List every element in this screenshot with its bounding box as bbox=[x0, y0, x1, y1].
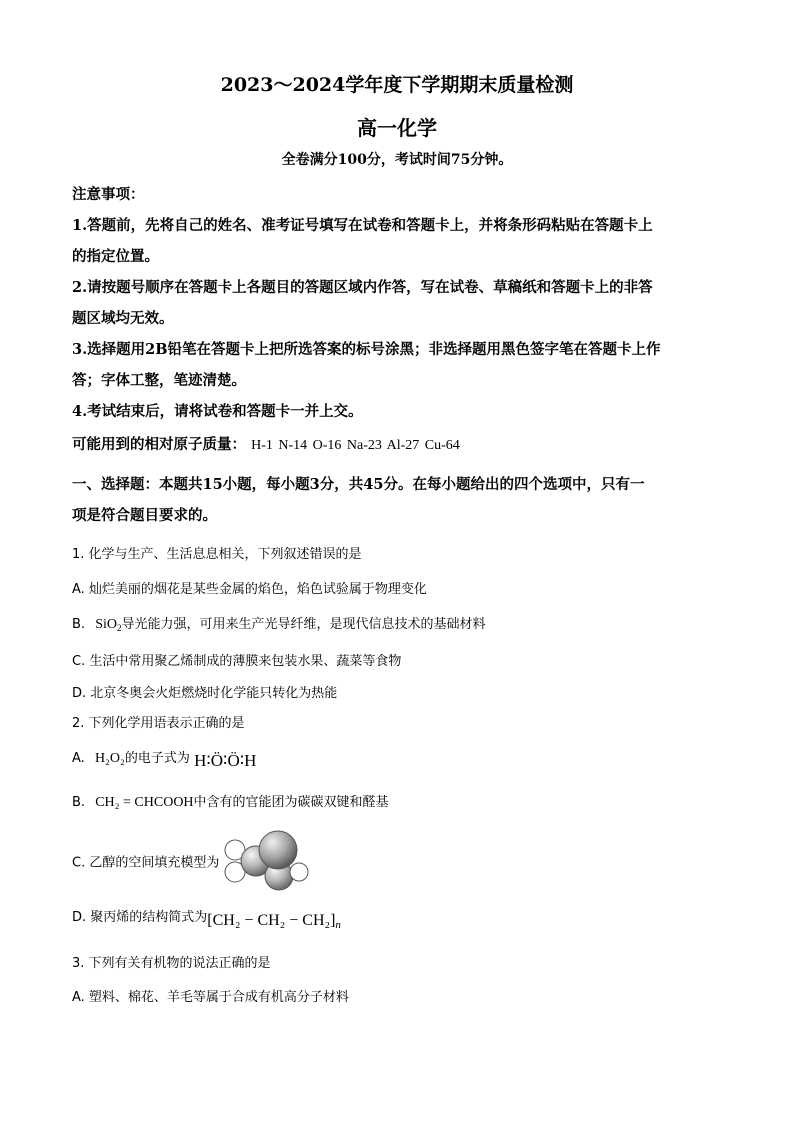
q2-option-d-text: D. 聚丙烯的结构简式为 bbox=[72, 910, 208, 925]
h2o2-lewis-structure: H∶Ö∶Ö∶H bbox=[194, 751, 257, 770]
note-2-line-1: 2.请按题号顺序在答题卡上各题目的答题区域内作答，写在试卷、草稿纸和答题卡上的非答 bbox=[72, 279, 653, 296]
q1-option-b-text: 导光能力强，可用来生产光导纤维，是现代信息技术的基础材料 bbox=[121, 617, 486, 632]
q1-option-d: D. 北京冬奥会火炬燃烧时化学能只转化为热能 bbox=[72, 686, 338, 701]
section1-line-1: 一、选择题：本题共15小题，每小题3分，共45分。在每小题给出的四个选项中，只有一 bbox=[72, 476, 645, 493]
q2-option-a bbox=[72, 747, 256, 771]
q1-stem: 1. 化学与生产、生活息息相关，下列叙述错误的是 bbox=[72, 547, 362, 562]
q1-option-c: C. 生活中常用聚乙烯制成的薄膜来包装水果、蔬菜等食物 bbox=[72, 654, 402, 669]
sio2-main: SiO bbox=[95, 617, 117, 632]
polymer-subscript: n bbox=[335, 919, 341, 931]
q3-option-a: A. 塑料、棉花、羊毛等属于合成有机高分子材料 bbox=[72, 990, 349, 1005]
q2-option-b-formula: CH₂ = CHCOOH bbox=[95, 795, 194, 810]
q1-option-a: A. 灿烂美丽的烟花是某些金属的焰色，焰色试验属于物理变化 bbox=[72, 582, 427, 597]
atomic-mass-label: 可能用到的相对原子质量： bbox=[72, 436, 246, 453]
notes-heading: 注意事项： bbox=[72, 186, 145, 203]
note-3-line-2: 答；字体工整，笔迹清楚。 bbox=[72, 372, 246, 389]
q3-stem: 3. 下列有关有机物的说法正确的是 bbox=[72, 956, 271, 971]
note-3-line-1: 3.选择题用2B铅笔在答题卡上把所选答案的标号涂黑；非选择题用黑色签字笔在答题卡上作 bbox=[72, 341, 661, 358]
q1-option-b-formula bbox=[95, 617, 121, 632]
q2-stem: 2. 下列化学用语表示正确的是 bbox=[72, 716, 245, 731]
q2-option-d bbox=[72, 906, 341, 931]
q2-option-a-text: 的电子式为 bbox=[124, 751, 190, 766]
exam-subject: 高一化学 bbox=[357, 116, 437, 140]
q2-option-a-prefix: A. bbox=[72, 751, 85, 766]
note-2-line-2: 题区域均无效。 bbox=[72, 310, 174, 327]
q1-option-b-prefix: B. bbox=[72, 617, 86, 632]
q2-option-c bbox=[72, 828, 311, 894]
q1-option-b bbox=[72, 613, 486, 633]
polymer-repeat-unit: [CH₂ − CH₂ − CH₂] bbox=[207, 912, 336, 929]
q2-option-b bbox=[72, 791, 389, 811]
sio2-sub: 2 bbox=[117, 623, 122, 633]
atomic-mass-values: H-1 N-14 O-16 Na-23 Al-27 Cu-64 bbox=[251, 438, 460, 453]
atomic-mass-line bbox=[72, 433, 460, 454]
q2-option-b-prefix: B. bbox=[72, 795, 86, 810]
polypropylene-formula bbox=[207, 912, 341, 931]
note-1-line-2: 的指定位置。 bbox=[72, 248, 159, 265]
q2-option-c-text: C. 乙醇的空间填充模型为 bbox=[72, 855, 220, 871]
exam-title: 2023～2024学年度下学期期末质量检测 bbox=[220, 74, 574, 96]
q2-option-a-formula: H₂O₂ bbox=[94, 751, 125, 766]
section1-line-2: 项是符合题目要求的。 bbox=[72, 507, 217, 524]
note-1-line-1: 1.答题前，先将自己的姓名、准考证号填写在试卷和答题卡上，并将条形码粘贴在答题卡上 bbox=[72, 217, 653, 234]
exam-info: 全卷满分100分，考试时间75分钟。 bbox=[281, 152, 513, 168]
note-4: 4.考试结束后，请将试卷和答题卡一并上交。 bbox=[72, 403, 363, 420]
q2-option-b-text: 中含有的官能团为碳碳双键和醛基 bbox=[193, 795, 389, 810]
ethanol-space-filling-model bbox=[223, 828, 311, 894]
